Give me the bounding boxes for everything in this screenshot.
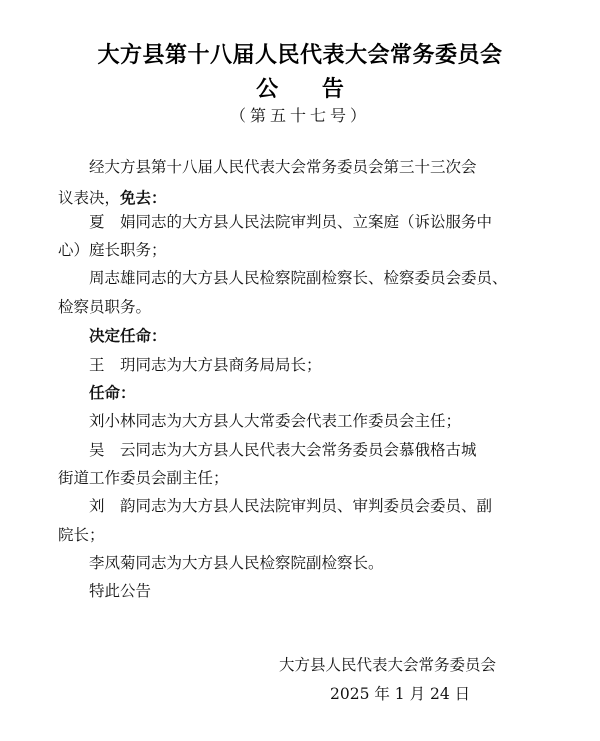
document-type-title: 公 告 [256,77,362,102]
intro-text: 议表决， [58,189,121,207]
appoint-3-line-2: 院长； [58,526,105,544]
heading-appoint: 任命： [89,384,136,402]
heading-decide-appoint: 决定任命： [89,327,167,345]
closing-text: 特此公告 [89,582,152,600]
appoint-2-line-1: 吴 云同志为大方县人民代表大会常务委员会慕俄格古城 [89,441,477,459]
appoint-4: 李凤菊同志为大方县人民检察院副检察长。 [89,554,384,572]
appoint-2-line-2: 街道工作委员会副主任； [58,469,229,487]
paragraph-intro-line-2 [58,188,550,208]
signature-date: 2025 年 1 月 24 日 [330,685,471,703]
removal-1-line-1: 夏 娟同志的大方县人民法院审判员、立案庭（诉讼服务中 [89,213,493,231]
heading-remove: 免去： [120,189,167,207]
removal-2-line-1: 周志雄同志的大方县人民检察院副检察长、检察委员会委员、 [89,269,508,287]
appoint-1: 刘小林同志为大方县人大常委会代表工作委员会主任； [89,412,462,430]
appoint-3-line-1: 刘 韵同志为大方县人民法院审判员、审判委员会委员、副 [89,497,493,515]
issuing-organ-title: 大方县第十八届人民代表大会常务委员会 [97,43,503,68]
document-number: （第五十七号） [229,106,370,125]
signature-organ: 大方县人民代表大会常务委员会 [279,656,497,674]
paragraph-intro-line-1: 经大方县第十八届人民代表大会常务委员会第三十三次会 [89,158,477,176]
removal-2-line-2: 检察员职务。 [58,298,152,316]
decide-appoint-1: 王 玥同志为大方县商务局局长； [89,356,322,374]
removal-1-line-2: 心）庭长职务； [58,241,167,259]
